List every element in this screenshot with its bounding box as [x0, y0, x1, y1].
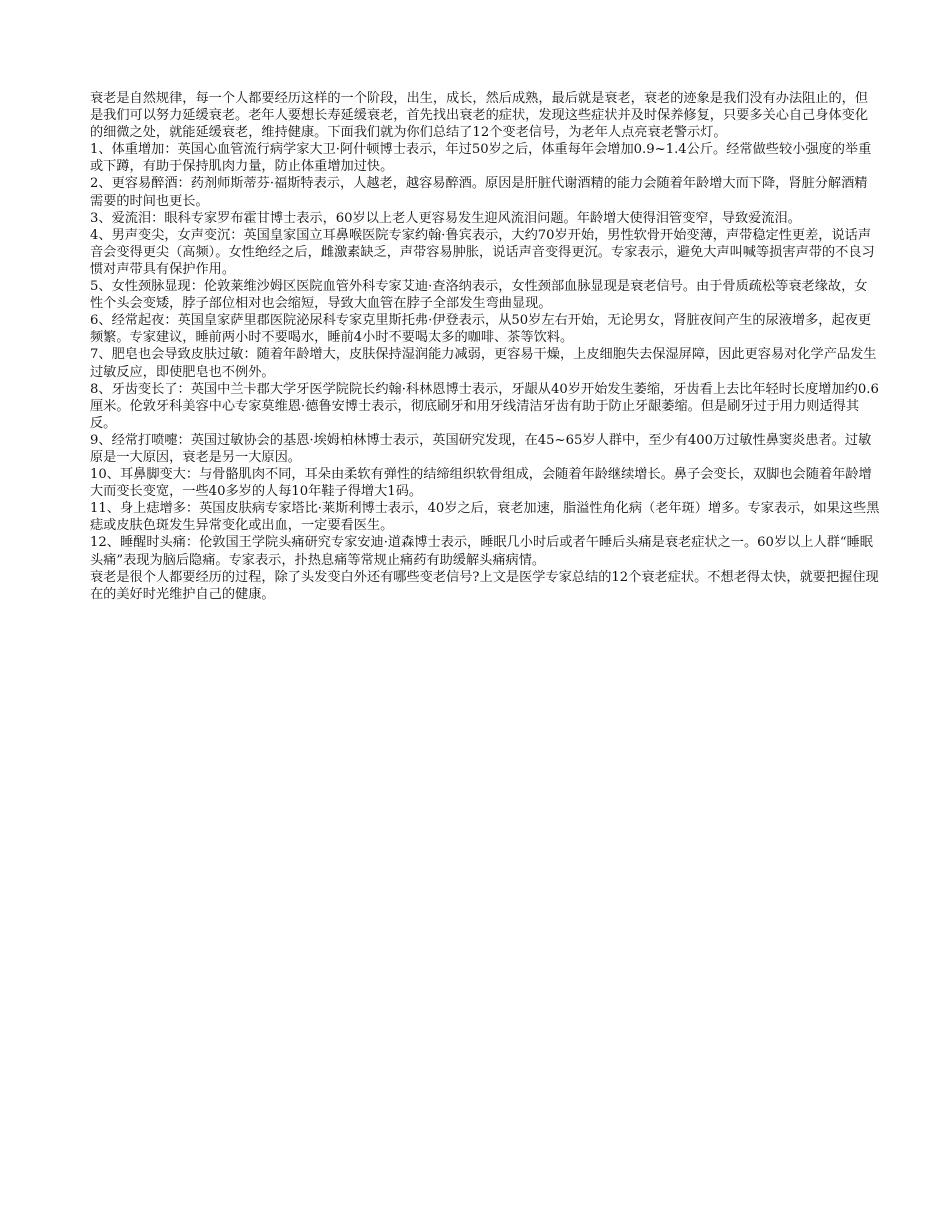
sign-1-weight-gain: 1、体重增加：英国心血管流行病学家大卫·阿什顿博士表示，年过50岁之后，体重每年会增加0.9~1.4公斤。经常做些较小强度的举重或下蹲，有助于保持肌肉力量，防止体重增加过快。	[90, 142, 872, 175]
sign-4-voice-change: 4、男声变尖，女声变沉：英国皇家国立耳鼻喉医院专家约翰·鲁宾表示，大约70岁开始，男性软骨开始变薄，声带稳定性更差，说话声音会变得更尖（高频）。女性绝经之后，雌激素缺乏，声带容易肿胀，说话声音变得更沉。专家表示，避免大声叫喊等损害声带的不良习惯对声带具有保护作用。	[90, 227, 875, 277]
sign-5-neck-veins: 5、女性颈脉显现：伦敦莱维沙姆区医院血管外科专家艾迪·查洛纳表示，女性颈部血脉显现是衰老信号。由于骨质疏松等衰老缘故，女性个头会变矮，脖子部位相对也会缩短，导致大血管在脖子全部发生弯曲显现。	[90, 279, 868, 312]
conclusion-paragraph: 衰老是很个人都要经历的过程，除了头发变白外还有哪些变老信号?上文是医学专家总结的12个衰老症状。不想老得太快，就要把握住现在的美好时光维护自己的健康。	[90, 569, 879, 602]
intro-paragraph: 衰老是自然规律，每一个人都要经历这样的一个阶段，出生，成长，然后成熟，最后就是衰老，衰老的迹象是我们没有办法阻止的，但是我们可以努力延缓衰老。老年人要想长寿延缓衰老，首先找出衰老的症状，发现这些症状并及时保养修复，只要多关心自己身体变化的细微之处，就能延缓衰老，维持健康。下面我们就为你们总结了12个变老信号，为老年人点亮衰老警示灯。	[90, 91, 869, 141]
sign-11-moles: 11、身上痣增多：英国皮肤病专家塔比·莱斯利博士表示，40岁之后，衰老加速，脂溢性角化病（老年斑）增多。专家表示，如果这些黑痣或皮肤色斑发生异常变化或出血，一定要看医生。	[90, 501, 880, 534]
sign-12-waking-headache: 12、睡醒时头痛：伦敦国王学院头痛研究专家安迪·道森博士表示，睡眠几小时后或者午睡后头痛是衰老症状之一。60岁以上人群“睡眠头痛”表现为脑后隐痛。专家表示，扑热息痛等常规止痛药有助缓解头痛病情。	[90, 535, 873, 568]
sign-2-easily-drunk: 2、更容易醉酒：药剂师斯蒂芬·福斯特表示，人越老，越容易醉酒。原因是肝脏代谢酒精的能力会随着年龄增大而下降，肾脏分解酒精需要的时间也更长。	[90, 176, 868, 209]
sign-9-sneezing: 9、经常打喷嚏：英国过敏协会的基恩·埃姆柏林博士表示，英国研究发现，在45~65岁人群中，至少有400万过敏性鼻窦炎患者。过敏原是一大原因，衰老是另一大原因。	[90, 432, 872, 465]
sign-6-nocturia: 6、经常起夜：英国皇家萨里郡医院泌尿科专家克里斯托弗·伊登表示，从50岁左右开始，无论男女，肾脏夜间产生的尿液增多，起夜更频繁。专家建议，睡前两小时不要喝水，睡前4小时不要喝太多的咖啡、茶等饮料。	[90, 313, 872, 346]
sign-8-longer-teeth: 8、牙齿变长了：英国中兰卡郡大学牙医学院院长约翰·科林恩博士表示，牙龈从40岁开始发生萎缩，牙齿看上去比年轻时长度增加约0.6厘米。伦敦牙科美容中心专家莫维恩·德鲁安博士表示，彻底刷牙和用牙线清洁牙齿有助于防止牙龈萎缩。但是刷牙过于用力则适得其反。	[90, 381, 879, 431]
sign-10-ears-nose-feet: 10、耳鼻脚变大：与骨骼肌肉不同，耳朵由柔软有弹性的结缔组织软骨组成，会随着年龄继续增长。鼻子会变长，双脚也会随着年龄增大而变长变宽，一些40多岁的人每10年鞋子得增大1码。	[90, 467, 872, 500]
sign-7-soap-allergy: 7、肥皂也会导致皮肤过敏：随着年龄增大，皮肤保持湿润能力减弱，更容易干燥，上皮细胞失去保湿屏障，因此更容易对化学产品发生过敏反应，即使肥皂也不例外。	[90, 347, 877, 380]
sign-3-tearing: 3、爱流泪：眼科专家罗布霍甘博士表示，60岁以上老人更容易发生迎风流泪问题。年龄增大使得泪管变窄，导致爱流泪。	[90, 210, 801, 226]
article-body	[90, 90, 880, 603]
